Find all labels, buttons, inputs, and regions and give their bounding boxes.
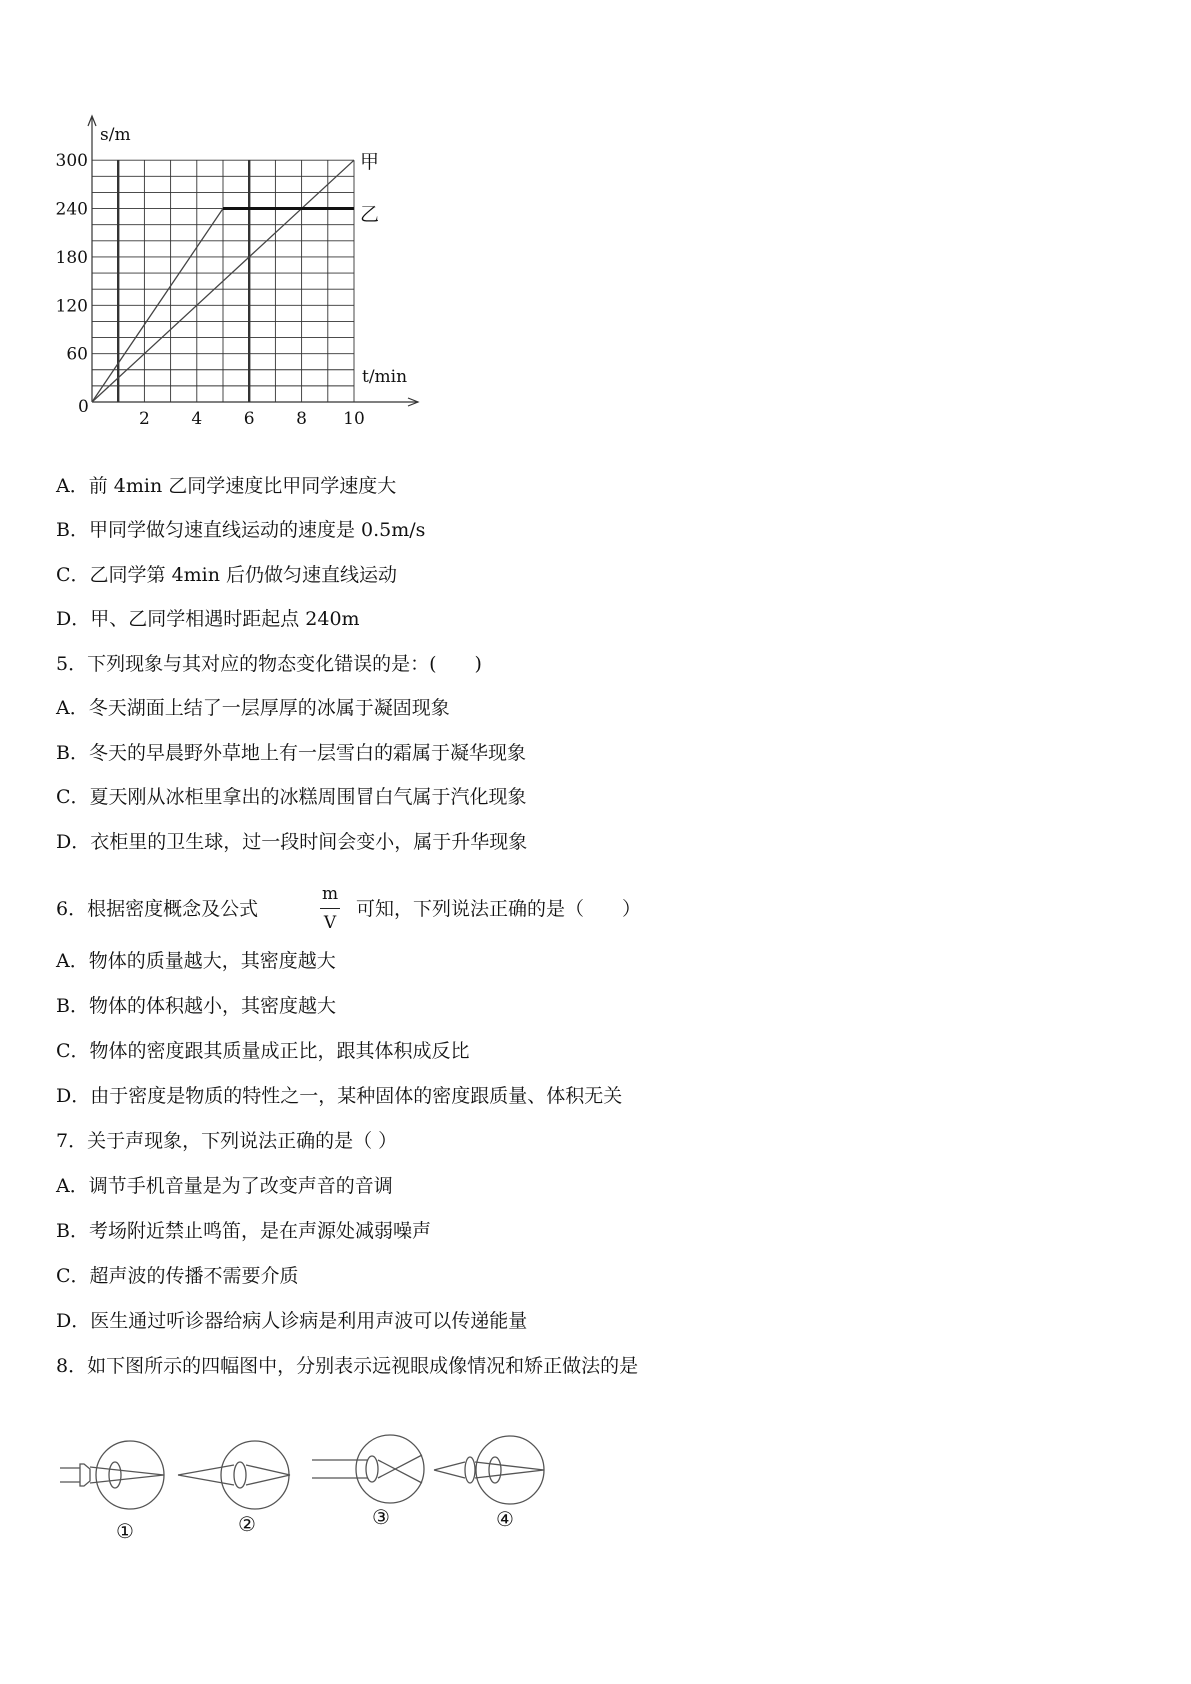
q4-option-a: A．前 4min 乙同学速度比甲同学速度大 — [56, 475, 397, 497]
x-tick-1: 4 — [191, 409, 203, 429]
q5-option-b: B．冬天的早晨野外草地上有一层雪白的霜属于凝华现象 — [56, 742, 526, 764]
q5-stem: 5．下列现象与其对应的物态变化错误的是：( ) — [56, 653, 482, 675]
formula-numerator: m — [321, 884, 339, 904]
q5-option-c: C．夏天刚从冰柜里拿出的冰糕周围冒白气属于汽化现象 — [56, 786, 527, 808]
q5-option-d: D．衣柜里的卫生球，过一段时间会变小，属于升华现象 — [56, 831, 528, 853]
x-tick-2: 6 — [243, 409, 255, 429]
y-tick-0: 60 — [66, 344, 88, 365]
q6-stem-start: 6．根据密度概念及公式 — [56, 898, 259, 920]
eye-figure-3 — [312, 1435, 424, 1503]
q6-option-a: A．物体的质量越大，其密度越大 — [56, 950, 336, 972]
series-label-1: 乙 — [360, 203, 380, 226]
series-label-0: 甲 — [360, 151, 380, 174]
eye-figure-2 — [178, 1441, 290, 1509]
formula-denominator: V — [323, 913, 337, 933]
y-tick-2: 180 — [55, 247, 88, 268]
y-tick-4: 300 — [55, 151, 88, 172]
x-tick-4: 10 — [343, 409, 365, 429]
s-t-graph — [40, 110, 440, 450]
fraction-bar — [320, 908, 340, 909]
density-formula — [318, 884, 342, 933]
eye-figure-4 — [434, 1436, 544, 1504]
q7-option-d: D．医生通过听诊器给病人诊病是利用声波可以传递能量 — [56, 1310, 528, 1332]
y-axis-label: s/m — [100, 125, 131, 145]
q8-stem: 8．如下图所示的四幅图中，分别表示远视眼成像情况和矫正做法的是 — [56, 1355, 639, 1377]
q7-option-a: A．调节手机音量是为了改变声音的音调 — [56, 1175, 393, 1197]
q5-option-a: A．冬天湖面上结了一层厚厚的冰属于凝固现象 — [56, 697, 450, 719]
figure-label-4: ④ — [496, 1507, 514, 1531]
figure-label-2: ② — [238, 1512, 256, 1536]
q7-option-c: C．超声波的传播不需要介质 — [56, 1265, 299, 1287]
figure-label-3: ③ — [372, 1505, 390, 1529]
eye-figure-1 — [60, 1441, 164, 1509]
q6-option-b: B．物体的体积越小，其密度越大 — [56, 995, 336, 1017]
x-axis-label: t/min — [362, 367, 408, 387]
q7-option-b: B．考场附近禁止鸣笛，是在声源处减弱噪声 — [56, 1220, 431, 1242]
x-tick-0: 2 — [138, 409, 150, 429]
q4-option-d: D．甲、乙同学相遇时距起点 240m — [56, 608, 360, 630]
q6-stem-end: 可知，下列说法正确的是（ ） — [356, 898, 642, 920]
chart-series — [92, 151, 379, 402]
q4-option-c: C．乙同学第 4min 后仍做匀速直线运动 — [56, 564, 398, 586]
y-tick-1: 120 — [55, 296, 88, 317]
figure-label-1: ① — [116, 1519, 134, 1543]
y-tick-3: 240 — [55, 199, 88, 220]
q4-option-b: B．甲同学做匀速直线运动的速度是 0.5m/s — [56, 519, 426, 541]
x-tick-3: 8 — [296, 409, 308, 429]
origin-label: 0 — [78, 397, 89, 417]
q6-option-d: D．由于密度是物质的特性之一，某种固体的密度跟质量、体积无关 — [56, 1085, 623, 1107]
q6-option-c: C．物体的密度跟其质量成正比，跟其体积成反比 — [56, 1040, 470, 1062]
eye-diagrams — [50, 1425, 610, 1555]
q7-stem: 7．关于声现象，下列说法正确的是（ ） — [56, 1130, 398, 1152]
